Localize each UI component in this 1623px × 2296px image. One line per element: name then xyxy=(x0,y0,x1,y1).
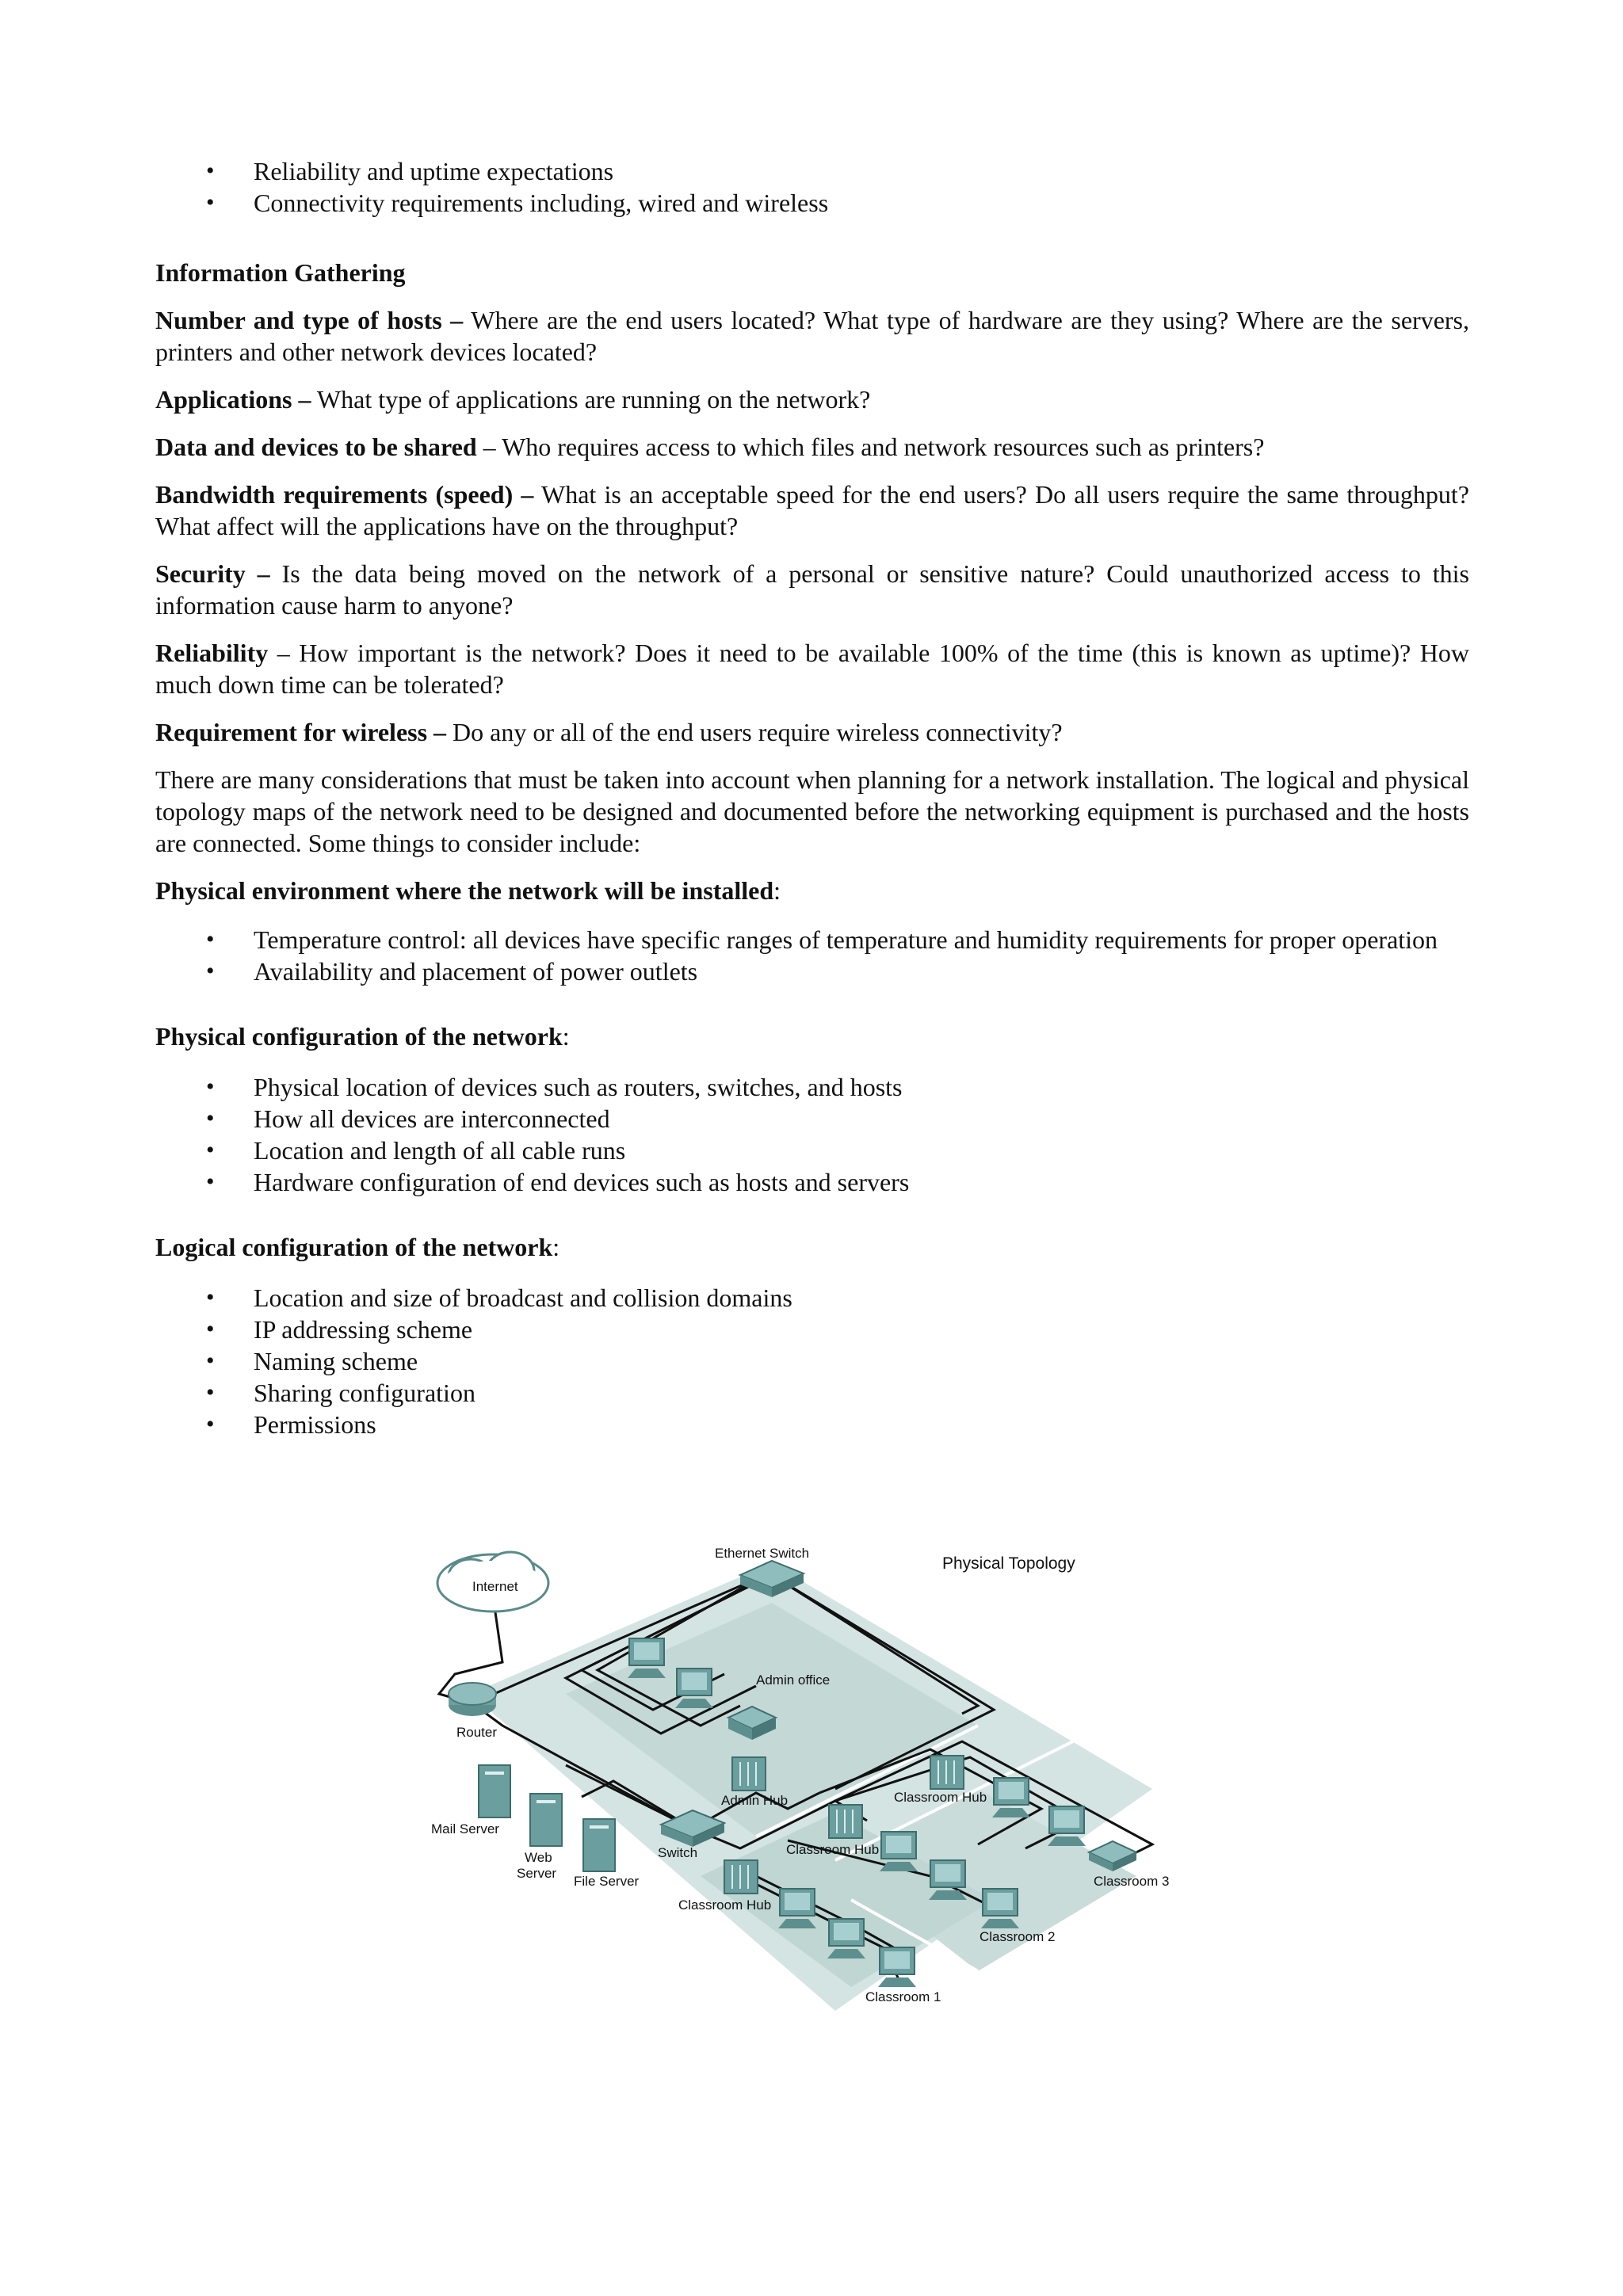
physical-configuration-list xyxy=(155,1071,1469,1198)
diagram-title: Physical Topology xyxy=(942,1554,1075,1573)
info-paragraph: Reliability – How important is the network? Does it need to be available 100% of the time (this is known as uptime)? How much down time can be tolerated? xyxy=(155,639,1469,699)
workstation-icon xyxy=(929,1860,967,1900)
router-label: Router xyxy=(456,1725,498,1740)
workstation-icon xyxy=(675,1669,713,1708)
list-item: • Availability and placement of power outlets xyxy=(155,955,1469,987)
file-server-label: File Server xyxy=(574,1874,640,1889)
mail-server-icon xyxy=(479,1765,510,1817)
logical-configuration-list xyxy=(155,1282,1469,1440)
classroom-hub-icon xyxy=(930,1756,964,1789)
info-paragraph: Requirement for wireless – Do any or all of the end users require wireless connectivity? xyxy=(155,718,1063,746)
workstation-icon xyxy=(628,1638,666,1678)
switch-label: Switch xyxy=(658,1845,698,1860)
workstation-icon xyxy=(880,1832,918,1871)
admin-office-label: Admin office xyxy=(756,1672,831,1688)
web-server-label: Web xyxy=(525,1850,552,1865)
info-paragraph: Bandwidth requirements (speed) – What is an acceptable speed for the end users? Do all users require the same throughput? What affect will the applications have on the throughput? xyxy=(155,480,1470,540)
classroom-hub-label: Classroom Hub xyxy=(894,1790,987,1805)
list-item: • Location and size of broadcast and collision domains xyxy=(155,1282,1469,1314)
web-server-icon xyxy=(530,1794,562,1846)
workstation-icon xyxy=(827,1919,865,1958)
top-bullet-list xyxy=(155,155,1469,219)
physical-topology-diagram xyxy=(423,1527,1200,2042)
workstation-icon xyxy=(981,1889,1019,1928)
mail-server-label: Mail Server xyxy=(431,1821,499,1836)
logical-configuration-heading: Logical configuration of the network: xyxy=(155,1233,560,1261)
admin-hub-label: Admin Hub xyxy=(721,1793,789,1808)
info-paragraph: Security – Is the data being moved on the network of a personal or sensitive nature? Could unauthorized access to this information cause harm to anyone? xyxy=(155,559,1470,620)
list-item: • Naming scheme xyxy=(155,1345,1469,1377)
physical-environment-list xyxy=(155,924,1469,987)
ethernet-switch-label: Ethernet Switch xyxy=(715,1546,810,1561)
physical-configuration-heading: Physical configuration of the network: xyxy=(155,1022,570,1051)
internet-label: Internet xyxy=(472,1579,518,1594)
workstation-icon xyxy=(778,1889,816,1928)
router-icon xyxy=(449,1683,496,1716)
list-item: • Location and length of all cable runs xyxy=(155,1135,1469,1166)
classroom-1-label: Classroom 1 xyxy=(865,1989,941,2004)
classroom-hub-icon xyxy=(724,1860,758,1894)
list-item: • Sharing configuration xyxy=(155,1377,1469,1409)
list-item: • How all devices are interconnected xyxy=(155,1103,1469,1135)
list-item: • Reliability and uptime expectations xyxy=(155,155,1469,187)
classroom-2-label: Classroom 2 xyxy=(980,1929,1056,1944)
classroom-3-label: Classroom 3 xyxy=(1094,1874,1170,1889)
workstation-icon xyxy=(878,1947,916,1987)
admin-hub-icon xyxy=(732,1757,766,1791)
list-item: • Physical location of devices such as routers, switches, and hosts xyxy=(155,1071,1469,1103)
considerations-paragraph: There are many considerations that must be taken into account when planning for a network installation. The logical and physical topology maps of the network need to be designed and documented before the networking equipment is purchased and the hosts are connected. Some things to consider include: xyxy=(155,765,1469,857)
workstation-icon xyxy=(1048,1806,1086,1846)
workstation-icon xyxy=(992,1778,1030,1817)
list-item: • Permissions xyxy=(155,1409,1469,1440)
info-paragraph: Data and devices to be shared – Who requires access to which files and network resources such as printers? xyxy=(155,433,1265,461)
list-item: • IP addressing scheme xyxy=(155,1314,1469,1345)
web-server-label: Server xyxy=(517,1866,557,1881)
file-server-icon xyxy=(583,1819,615,1871)
classroom-hub-label: Classroom Hub xyxy=(678,1897,772,1913)
physical-environment-heading: Physical environment where the network will be installed: xyxy=(155,876,781,905)
list-item: • Connectivity requirements including, wired and wireless xyxy=(155,187,1469,219)
list-item: • Hardware configuration of end devices such as hosts and servers xyxy=(155,1166,1469,1198)
list-item: • Temperature control: all devices have specific ranges of temperature and humidity requirements for proper operation xyxy=(155,924,1469,955)
document-page xyxy=(155,155,1469,1440)
section-heading: Information Gathering xyxy=(155,258,406,287)
info-paragraph: Number and type of hosts – Where are the end users located? What type of hardware are they using? Where are the servers, printers and other network devices located? xyxy=(155,306,1470,366)
classroom-hub-icon xyxy=(829,1805,862,1838)
classroom-hub-label: Classroom Hub xyxy=(786,1842,880,1857)
info-paragraph: Applications – What type of applications are running on the network? xyxy=(155,385,871,414)
